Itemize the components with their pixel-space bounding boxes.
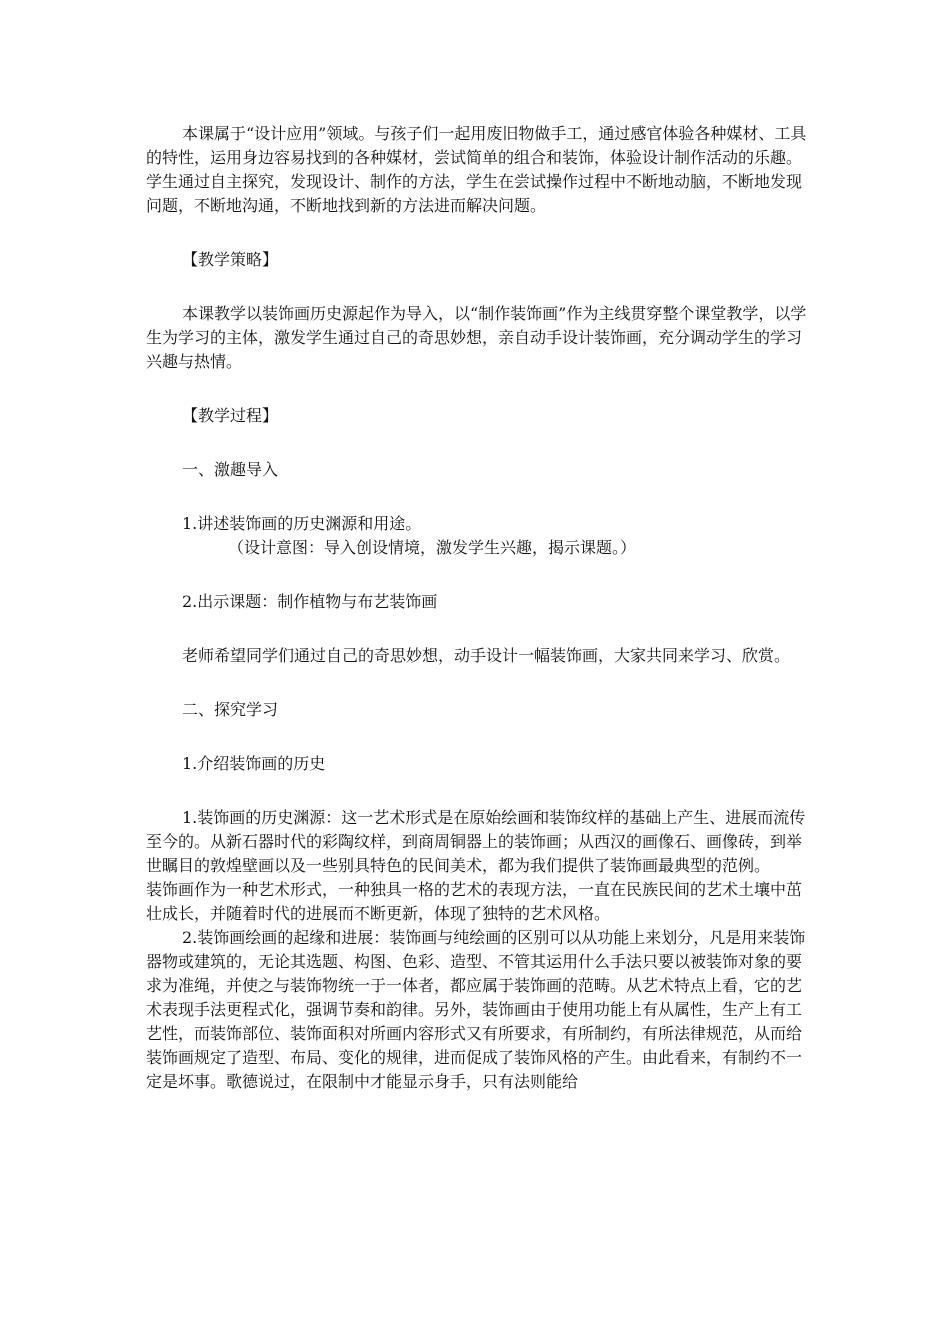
section1-item1-note: （设计意图：导入创设情境，激发学生兴趣，揭示课题。）	[228, 538, 637, 557]
history-origin-paragraph: 1.装饰画的历史渊源：这一艺术形式是在原始绘画和装饰纹样的基础上产生、进展而流传至今的。从新石器时代的彩陶纹样，到商周铜器上的装饰画；从西汉的画像石、画像砖，到举世瞩目的敦煌壁画以及一些别具特色的民间美术，都为我们提供了装饰画最典型的范例。	[146, 808, 806, 875]
development-paragraph: 2.装饰画绘画的起缘和进展：装饰画与纯绘画的区别可以从功能上来划分，凡是用来装饰器物或建筑的，无论其选题、构图、色彩、造型、不管其运用什么手法只要以被装饰对象的要求为准绳，并使之与装饰物统一于一体者，都应属于装饰画的范畴。从艺术特点上看，它的艺术表现手法更程式化，强调节奏和韵律。另外，装饰画由于使用功能上有从属性，生产上有工艺性，而装饰部位、装饰面积对所画内容形式又有所要求，有所制约，有所法律规范，从而给装饰画规定了造型、布局、变化的规律，进而促成了装饰风格的产生。由此看来，有制约不一定是坏事。歌德说过，在限制中才能显示身手，只有法则能给	[146, 928, 806, 1091]
section1-paragraph: 老师希望同学们通过自己的奇思妙想，动手设计一幅装饰画，大家共同来学习、欣赏。	[182, 646, 791, 665]
strategy-heading: 【教学策略】	[182, 250, 279, 269]
section2-heading: 二、探究学习	[182, 700, 279, 719]
art-form-paragraph: 装饰画作为一种艺术形式，一种独具一格的艺术的表现方法，一直在民族民间的艺术土壤中茁壮成长，并随着时代的进展而不断更新，体现了独特的艺术风格。	[146, 880, 803, 923]
intro-paragraph: 本课属于“设计应用”领域。与孩子们一起用废旧物做手工，通过感官体验各种媒材、工具的特性，运用身边容易找到的各种媒材，尝试简单的组合和装饰，体验设计制作活动的乐趣。学生通过自主探究，发现设计、制作的方法，学生在尝试操作过程中不断地动脑，不断地发现问题，不断地沟通，不断地找到新的方法进而解决问题。	[146, 124, 807, 215]
process-heading: 【教学过程】	[182, 406, 279, 425]
section1-item2: 2.出示课题：制作植物与布艺装饰画	[182, 592, 438, 611]
strategy-paragraph: 本课教学以装饰画历史源起作为导入，以“制作装饰画”作为主线贯穿整个课堂教学，以学生为学习的主体，激发学生通过自己的奇思妙想，亲自动手设计装饰画，充分调动学生的学习兴趣与热情。	[146, 304, 807, 371]
section1-item1: 1.讲述装饰画的历史渊源和用途。	[182, 514, 422, 533]
section2-item1: 1.介绍装饰画的历史	[182, 754, 326, 773]
document-page	[146, 122, 811, 1094]
section1-heading: 一、激趣导入	[182, 460, 279, 479]
